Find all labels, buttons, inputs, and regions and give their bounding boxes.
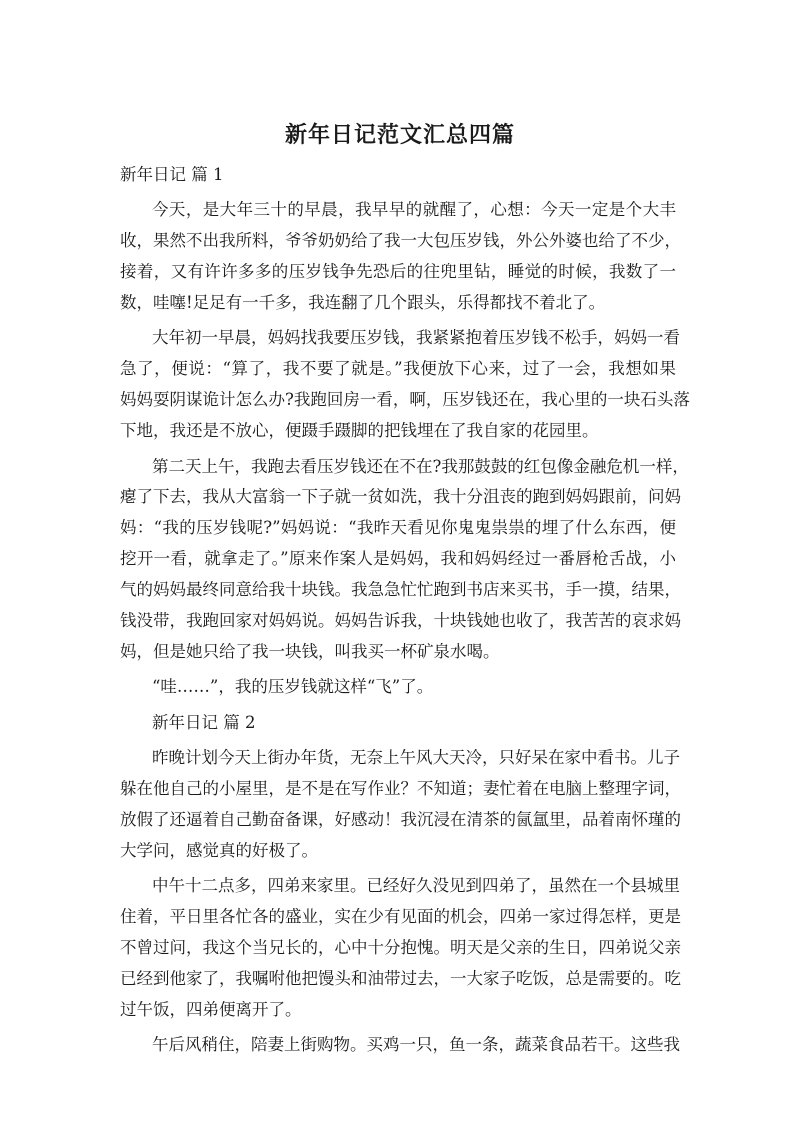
paragraph-line: 躲在他自己的小屋里，是不是在写作业？不知道；妻忙着在电脑上整理字词， — [120, 778, 681, 798]
paragraph-line: 妈妈耍阴谋诡计怎么办?我跑回房一看，啊，压岁钱还在，我心里的一块石头落 — [120, 390, 690, 410]
heading-text: 新年日记 篇 2 — [152, 712, 256, 732]
section-heading — [120, 160, 676, 191]
section-heading — [120, 708, 676, 739]
paragraph-line: 气的妈妈最终同意给我十块钱。我急急忙忙跑到书店来买书，手一摸，结果， — [120, 580, 681, 600]
paragraph-line: 住着，平日里各忙各的盛业，实在少有见面的机会，四弟一家过得怎样，更是 — [120, 906, 681, 926]
paragraph — [120, 452, 689, 668]
paragraph-line: 今天，是大年三十的早晨，我早早的就醒了，心想：今天一定是个大丰 — [152, 200, 676, 220]
paragraph-line: 过午饭，四弟便离开了。 — [120, 999, 302, 1019]
paragraph-line: 急了，便说：“算了，我不要了就是。”我便放下心来，过了一会，我想如果 — [120, 359, 676, 379]
paragraph-line: 中午十二点多，四弟来家里。已经好久没见到四弟了，虽然在一个县城里 — [152, 876, 680, 896]
paragraph — [120, 743, 681, 867]
paragraph-line: 大年初一早晨，妈妈找我要压岁钱，我紧紧抱着压岁钱不松手，妈妈一看 — [152, 328, 680, 348]
paragraph-line: 妈，但是她只给了我一块钱，叫我买一杯矿泉水喝。 — [120, 641, 500, 661]
paragraph-line: “哇……”，我的压岁钱就这样“飞”了。 — [152, 677, 434, 697]
paragraph-line: 挖开一看，就拿走了。”原来作案人是妈妈，我和妈妈经过一番唇枪舌战，小 — [120, 549, 676, 569]
paragraph-line: 收，果然不出我所料，爷爷奶奶给了我一大包压岁钱，外公外婆也给了不少， — [120, 231, 681, 251]
paragraph — [120, 871, 681, 1025]
paragraph — [120, 1030, 680, 1061]
paragraph — [120, 195, 681, 319]
paragraph-line: 下地，我还是不放心，便蹑手蹑脚的把钱埋在了我自家的花园里。 — [120, 421, 599, 441]
paragraph-line: 接着，又有许许多多的压岁钱争先恐后的往兜里钻，睡觉的时候，我数了一 — [120, 262, 676, 282]
document-body — [120, 160, 690, 1061]
paragraph-line: 已经到他家了，我嘱咐他把馒头和油带过去，一大家子吃饭，总是需要的。吃 — [120, 968, 681, 988]
paragraph-line: 数，哇噻!足足有一千多，我连翻了几个跟头，乐得都找不着北了。 — [120, 293, 606, 313]
paragraph-line: 瘪了下去，我从大富翁一下子就一贫如洗，我十分沮丧的跑到妈妈跟前，问妈 — [120, 487, 681, 507]
paragraph-line: 妈：“我的压岁钱呢?”妈妈说：“我昨天看见你鬼鬼祟祟的埋了什么东西，便 — [120, 518, 676, 538]
paragraph-line: 第二天上午，我跑去看压岁钱还在不在?我那鼓鼓的红包像金融危机一样， — [152, 456, 689, 476]
paragraph — [120, 672, 676, 703]
paragraph-line: 放假了还逼着自己勤奋备课，好感动！我沉浸在清茶的氤氲里，品着南怀瑾的 — [120, 809, 681, 829]
paragraph — [120, 323, 690, 447]
document-title: 新年日记范文汇总四篇 — [284, 123, 515, 148]
paragraph-line: 大学问，感觉真的好极了。 — [120, 840, 318, 860]
heading-text: 新年日记 篇 1 — [120, 165, 224, 184]
paragraph-line: 不曾过问，我这个当兄长的，心中十分抱愧。明天是父亲的生日，四弟说父亲 — [120, 937, 681, 957]
paragraph-line: 午后风稍住，陪妻上街购物。买鸡一只，鱼一条，蔬菜食品若干。这些我 — [152, 1035, 680, 1055]
paragraph-line: 昨晚计划今天上街办年货，无奈上午风大天冷，只好呆在家中看书。儿子 — [152, 748, 680, 768]
paragraph-line: 钱没带，我跑回家对妈妈说。妈妈告诉我，十块钱她也收了，我苦苦的哀求妈 — [120, 610, 681, 630]
